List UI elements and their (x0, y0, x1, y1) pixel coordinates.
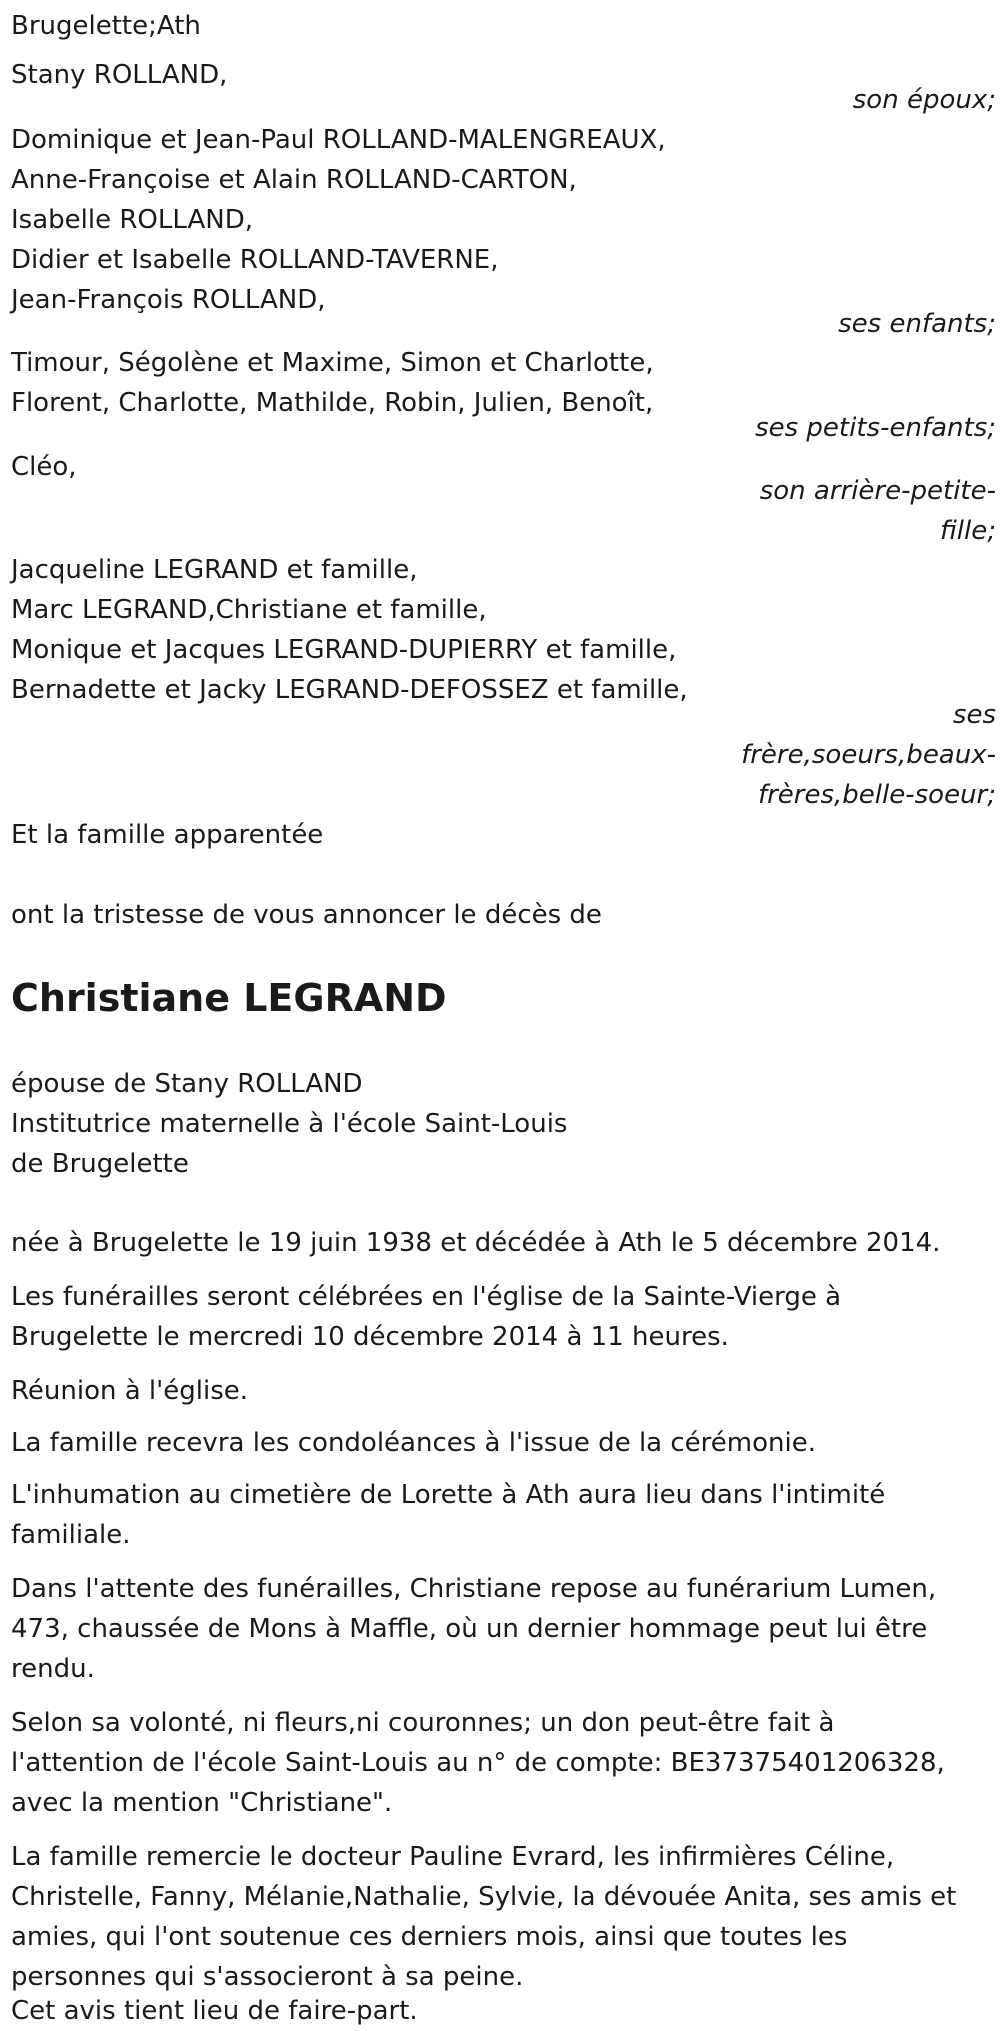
condolences-line: La famille recevra les condoléances à l'issue de la cérémonie. (11, 1428, 816, 1458)
funerarium-line: 473, chaussée de Mons à Maffle, où un dernier hommage peut lui être (11, 1614, 928, 1644)
children-relation: ses enfants; (838, 309, 996, 339)
children-name: Dominique et Jean-Paul ROLLAND-MALENGREAUX, (11, 125, 666, 155)
sibling-name: Marc LEGRAND,Christiane et famille, (11, 595, 487, 625)
location: Brugelette;Ath (11, 11, 201, 41)
birth-death-line: née à Brugelette le 19 juin 1938 et décédée à Ath le 5 décembre 2014. (11, 1228, 941, 1258)
children-name: Isabelle ROLLAND, (11, 205, 253, 235)
extended-family: Et la famille apparentée (11, 820, 324, 850)
great-granddaughter-name: Cléo, (11, 452, 77, 482)
grandchildren-relation: ses petits-enfants; (755, 413, 996, 443)
deceased-detail: de Brugelette (11, 1149, 189, 1179)
grandchildren-name: Timour, Ségolène et Maxime, Simon et Charlotte, (11, 348, 654, 378)
thanks-line: Christelle, Fanny, Mélanie,Nathalie, Sylvie, la dévouée Anita, ses amis et (11, 1882, 957, 1912)
children-name: Anne-Françoise et Alain ROLLAND-CARTON, (11, 165, 577, 195)
funeral-line: Les funérailles seront célébrées en l'église de la Sainte-Vierge à (11, 1282, 842, 1312)
donation-line: avec la mention "Christiane". (11, 1788, 393, 1818)
siblings-relation: frères,belle-soeur; (757, 780, 996, 810)
grandchildren-name: Florent, Charlotte, Mathilde, Robin, Julien, Benoît, (11, 388, 654, 418)
thanks-line: personnes qui s'associeront à sa peine. (11, 1962, 524, 1992)
burial-line: familiale. (11, 1520, 131, 1550)
sibling-name: Monique et Jacques LEGRAND-DUPIERRY et famille, (11, 635, 677, 665)
great-granddaughter-relation: son arrière-petite- (759, 476, 996, 506)
sibling-name: Jacqueline LEGRAND et famille, (11, 555, 418, 585)
closing-line: Cet avis tient lieu de faire-part. (11, 1996, 418, 2026)
funeral-line: Brugelette le mercredi 10 décembre 2014 à 11 heures. (11, 1322, 729, 1352)
siblings-relation: frère,soeurs,beaux- (741, 740, 996, 770)
burial-line: L'inhumation au cimetière de Lorette à Ath aura lieu dans l'intimité (11, 1480, 886, 1510)
deceased-detail: Institutrice maternelle à l'école Saint-Louis (11, 1109, 568, 1139)
sibling-name: Bernadette et Jacky LEGRAND-DEFOSSEZ et famille, (11, 675, 688, 705)
funerarium-line: Dans l'attente des funérailles, Christiane repose au funérarium Lumen, (11, 1574, 937, 1604)
deceased-detail: épouse de Stany ROLLAND (11, 1069, 363, 1099)
funerarium-line: rendu. (11, 1654, 95, 1684)
gathering-line: Réunion à l'église. (11, 1376, 249, 1406)
great-granddaughter-relation: fille; (940, 516, 996, 546)
donation-line: Selon sa volonté, ni fleurs,ni couronnes; un don peut-être fait à (11, 1708, 835, 1738)
announcement: ont la tristesse de vous annoncer le décès de (11, 900, 602, 930)
spouse-name: Stany ROLLAND, (11, 60, 228, 90)
thanks-line: La famille remercie le docteur Pauline Evrard, les infirmières Céline, (11, 1842, 895, 1872)
children-name: Didier et Isabelle ROLLAND-TAVERNE, (11, 245, 499, 275)
siblings-relation: ses (952, 700, 996, 730)
children-name: Jean-François ROLLAND, (11, 285, 326, 315)
donation-line: l'attention de l'école Saint-Louis au n° de compte: BE37375401206328, (11, 1748, 945, 1778)
spouse-relation: son époux; (852, 85, 996, 115)
thanks-line: amies, qui l'ont soutenue ces derniers mois, ainsi que toutes les (11, 1922, 848, 1952)
deceased-name: Christiane LEGRAND (11, 976, 447, 1020)
